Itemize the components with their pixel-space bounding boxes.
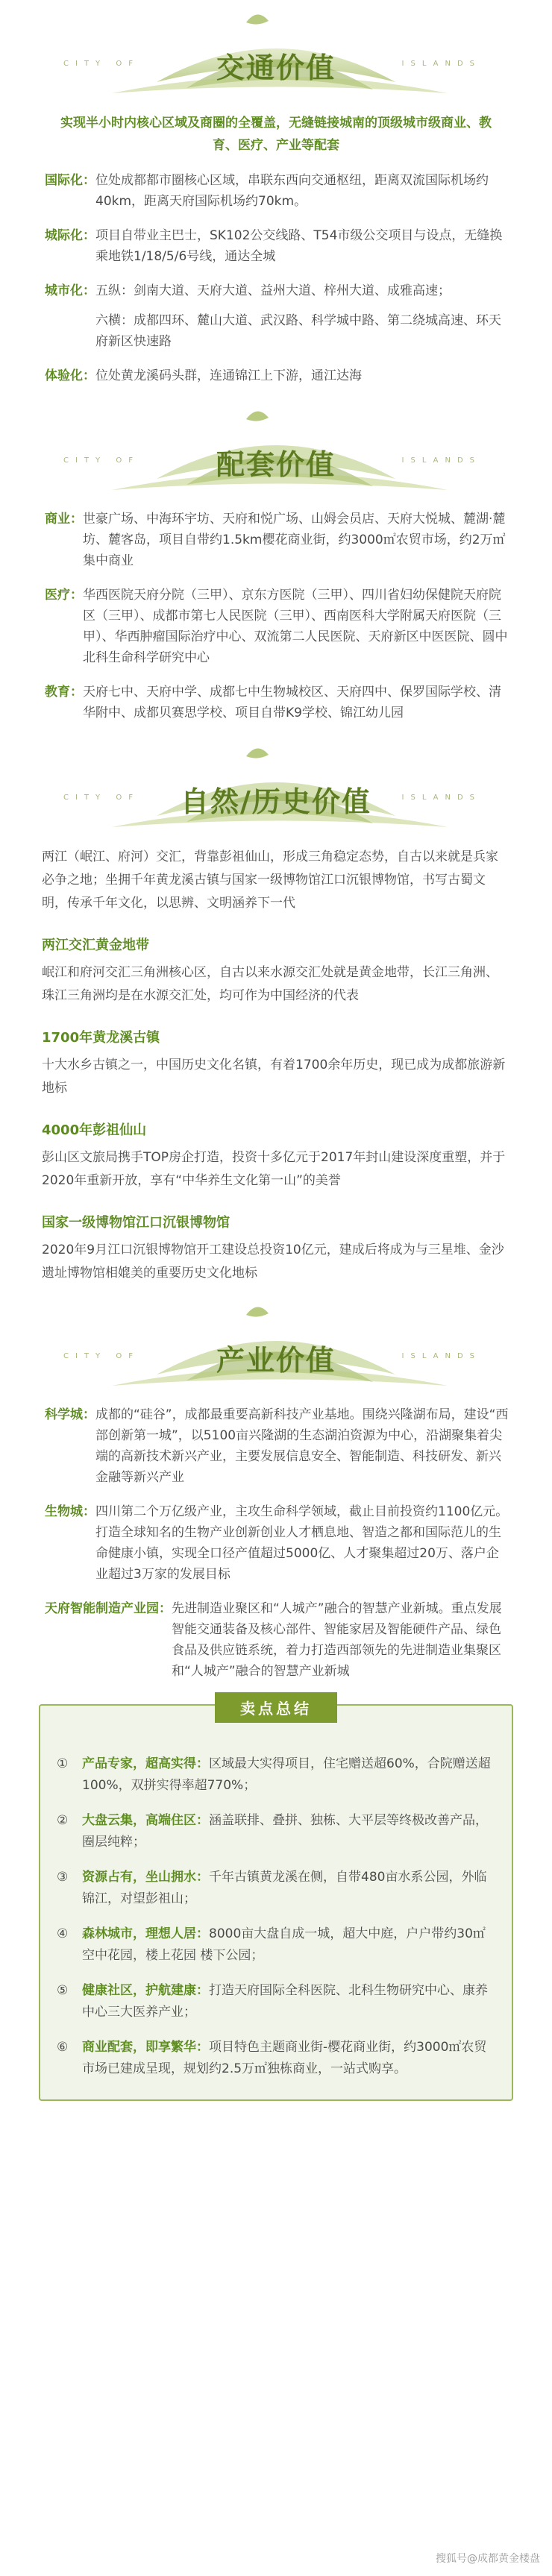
- traffic-section-header: [0, 0, 552, 112]
- traffic-item-text: 位处黄龙溪码头群，连通锦江上下游，通江达海: [95, 368, 362, 383]
- facilities-item-key: 医疗：: [45, 588, 83, 603]
- traffic-item: [0, 365, 552, 386]
- summary-item: [57, 2037, 492, 2080]
- summary-item: [57, 1867, 492, 1910]
- summary-item-text: 项目特色主题商业街-樱花商业街，约3000㎡农贸市场已建成呈现，规划约2.5万㎡独栋商业，一站式购享。: [82, 2040, 487, 2076]
- city-of-deco-text: CITY OF: [63, 456, 139, 465]
- summary-item-number: ⑤: [57, 1983, 69, 1998]
- facilities-item-text: 华西医院天府分院（三甲）、京东方医院（三甲）、四川省妇幼保健院天府院区（三甲）、成都市第七人民医院（三甲）、西南医科大学附属天府医院（三甲）、华西肿瘤国际治疗中心、双流第二人民医院、天府新区中医医院、圆中北科生命科学研究中心: [83, 588, 508, 665]
- facilities-item: [0, 509, 552, 571]
- watermark: 搜狐号@成都黄金楼盘: [436, 2553, 540, 2565]
- summary-item-highlight: 产品专家，超高实得：: [82, 1756, 209, 1771]
- city-of-deco-text: CITY OF: [63, 1352, 139, 1360]
- summary-item-highlight: 资源占有，坐山拥水：: [82, 1870, 209, 1885]
- industry-item-text: 成都的“硅谷”，成都最重要高新科技产业基地。围绕兴隆湖布局，建设“西部创新第一城”，以5100亩兴隆湖的生态湖泊资源为中心，沿湖聚集着尖端的高新技术新兴产业，主要发展信息安全、智能制造、科技研发、新兴金融等新兴产业: [95, 1407, 509, 1485]
- facilities-item: [0, 585, 552, 668]
- nature-text: 2020年9月江口沉银博物馆开工建设总投资10亿元，建成后将成为与三星堆、金沙遗址博物馆相媲美的重要历史文化地标: [42, 1243, 504, 1281]
- industry-section-header: [0, 1292, 552, 1404]
- facilities-title: 配套价值: [216, 448, 336, 481]
- industry-item-key: 科学城：: [45, 1407, 95, 1422]
- nature-subtitle: 两江交汇黄金地带: [42, 937, 149, 953]
- summary-item-highlight: 商业配套，即享繁华：: [82, 2040, 209, 2055]
- summary-item-text: 涵盖联排、叠拼、独栋、大平层等终极改善产品，圈层纯粹；: [82, 1813, 488, 1850]
- summary-item-highlight: 健康社区，护航建康：: [82, 1983, 209, 1998]
- summary-item-number: ②: [57, 1813, 69, 1828]
- summary-item-number: ⑥: [57, 2040, 69, 2055]
- nature-subtitle: 4000年彭祖仙山: [42, 1122, 147, 1138]
- industry-item: [0, 1598, 552, 1682]
- summary-item-number: ①: [57, 1756, 69, 1771]
- traffic-item-text: 项目自带业主巴士，SK102公交线路、T54市级公交项目与设点，无缝换乘地铁1/18/5/6号线，通达全城: [95, 228, 503, 264]
- traffic-item: [0, 280, 552, 352]
- traffic-item-text: 五纵：剑南大道、天府大道、益州大道、梓州大道、成雅高速；: [95, 283, 451, 298]
- summary-badge: 卖点总结: [215, 1692, 337, 1723]
- nature-subtitle: 1700年黄龙溪古镇: [42, 1030, 160, 1046]
- traffic-item: [0, 225, 552, 267]
- summary-item-highlight: 大盘云集，高端住区：: [82, 1813, 209, 1828]
- islands-deco-text: ISLANDS: [401, 794, 481, 802]
- summary-item-text: 8000亩大盘自成一城，超大中庭，户户带约30㎡空中花园，楼上花园 楼下公园；: [82, 1926, 486, 1963]
- summary-item-text: 打造天府国际全科医院、北科生物研究中心、康养中心三大医养产业；: [82, 1983, 488, 2020]
- nature-text: 岷江和府河交汇三角洲核心区，自古以来水源交汇处就是黄金地带，长江三角洲、珠江三角洲均是在水源交汇处，均可作为中国经济的代表: [42, 965, 498, 1003]
- nature-subtitle: 国家一级博物馆江口沉银博物馆: [42, 1215, 230, 1231]
- city-of-deco-text: CITY OF: [63, 60, 139, 68]
- facilities-item: [0, 682, 552, 723]
- nature-text: 彭山区文旅局携手TOP房企打造，投资十多亿元于2017年封山建设深度重塑，并于2020年重新开放，享有“中华养生文化第一山”的美誉: [42, 1150, 506, 1188]
- traffic-intro: 实现半小时内核心区域及商圈的全覆盖，无缝链接城南的顶级城市级商业、教育、医疗、产业等配套: [60, 116, 492, 153]
- industry-item-text: 先进制造业聚区和“人城产”融合的智慧产业新城。重点发展智能交通装备及核心部件、智能家居及智能硬件产品、绿色食品及供应链系统，着力打造西部领先的先进制造业集聚区和“人城产”融合的智慧产业新城: [172, 1601, 502, 1679]
- traffic-item-key: 体验化：: [45, 368, 95, 383]
- summary-item: [57, 1810, 492, 1853]
- summary-box: [39, 1700, 513, 2101]
- industry-title: 产业价值: [216, 1344, 336, 1377]
- traffic-item-key: 城际化：: [45, 228, 95, 243]
- industry-item-key: 天府智能制造产业园：: [45, 1601, 172, 1616]
- islands-deco-text: ISLANDS: [401, 1352, 481, 1360]
- industry-item: [0, 1404, 552, 1488]
- facilities-section-header: [0, 397, 552, 509]
- traffic-item-text: 六横：成都四环、麓山大道、武汉路、科学城中路、第二绕城高速、环天府新区快速路: [95, 313, 501, 349]
- traffic-item-key: 国际化：: [45, 173, 95, 188]
- facilities-item-key: 商业：: [45, 512, 83, 527]
- summary-item-text: 千年古镇黄龙溪在侧，自带480亩水系公园，外临锦江，对望彭祖山；: [82, 1870, 487, 1906]
- summary-item-number: ④: [57, 1926, 69, 1941]
- nature-section-header: [0, 734, 552, 846]
- industry-item-text: 四川第二个万亿级产业，主攻生命科学领域，截止目前投资约1100亿元。打造全球知名的生物产业创新创业人才栖息地、智造之都和国际范儿的生命健康小镇，实现全口径产值超过5000亿、人才聚集超过20万、落户企业超过3万家的发展目标: [95, 1504, 509, 1582]
- traffic-item-text: 位处成都都市圈核心区域，串联东西向交通枢纽，距离双流国际机场约40km，距离天府国际机场约70km。: [95, 173, 489, 209]
- summary-item-number: ③: [57, 1870, 69, 1885]
- facilities-item-text: 天府七中、天府中学、成都七中生物城校区、天府四中、保罗国际学校、清华附中、成都贝赛思学校、项目自带K9学校、锦江幼儿园: [83, 685, 501, 720]
- traffic-item-key: 城市化：: [45, 283, 95, 298]
- traffic-item: [0, 170, 552, 212]
- summary-item-text: 区域最大实得项目，住宅赠送超60%，合院赠送超100%，双拼实得率超770%；: [82, 1756, 491, 1793]
- summary-item-highlight: 森林城市，理想人居：: [82, 1926, 209, 1941]
- summary-item: [57, 1753, 492, 1797]
- nature-intro: 两江（岷江、府河）交汇，背靠彭祖仙山，形成三角稳定态势，自古以来就是兵家必争之地；坐拥千年黄龙溪古镇与国家一级博物馆江口沉银博物馆，书写古蜀文明，传承千年文化，以思辨、文明涵养下一代: [42, 849, 498, 911]
- nature-text: 十大水乡古镇之一，中国历史文化名镇，有着1700余年历史，现已成为成都旅游新地标: [42, 1058, 506, 1096]
- islands-deco-text: ISLANDS: [401, 456, 481, 465]
- industry-item-key: 生物城：: [45, 1504, 95, 1519]
- facilities-item-text: 世豪广场、中海环宇坊、天府和悦广场、山姆会员店、天府大悦城、麓湖·麓坊、麓客岛，项目自带约1.5km樱花商业街，约3000㎡农贸市场，约2万㎡集中商业: [83, 512, 506, 568]
- islands-deco-text: ISLANDS: [401, 60, 481, 68]
- industry-item: [0, 1501, 552, 1585]
- summary-item: [57, 1980, 492, 2023]
- facilities-item-key: 教育：: [45, 685, 83, 700]
- traffic-title: 交通价值: [216, 51, 336, 84]
- summary-item: [57, 1923, 492, 1967]
- nature-title: 自然/历史价值: [181, 785, 371, 818]
- city-of-deco-text: CITY OF: [63, 794, 139, 802]
